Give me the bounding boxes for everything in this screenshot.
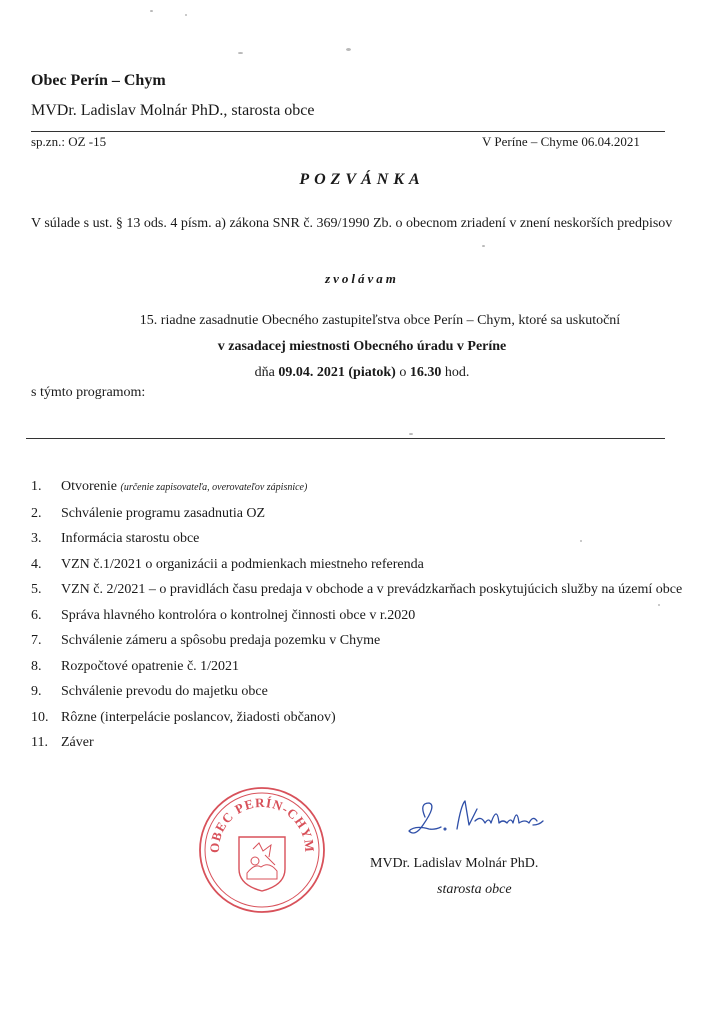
municipality-name: Obec Perín – Chym — [31, 72, 166, 89]
mayor-line: MVDr. Ladislav Molnár PhD., starosta obce — [31, 102, 315, 119]
meeting-line-1: 15. riadne zasadnutie Obecného zastupiteľstva obce Perín – Chym, ktoré sa uskutoční — [139, 313, 621, 328]
convene-word: zvolávam — [325, 271, 399, 286]
program-intro: s týmto programom: — [31, 385, 146, 400]
time-suffix: hod. — [441, 365, 470, 380]
program-rule — [26, 438, 665, 439]
agenda-item-note: (určenie zapisovateľa, overovateľov zápisnice) — [120, 482, 308, 493]
meeting-location: v zasadacej miestnosti Obecného úradu v Períne — [217, 339, 507, 354]
agenda-item: 8. Rozpočtové opatrenie č. 1/2021 — [31, 658, 240, 674]
agenda-item: 7. Schválenie zámeru a spôsobu predaja pozemku v Chyme — [31, 633, 381, 648]
agenda-item: 5. VZN č. 2/2021 – o pravidlách času predaja v obchode a v prevádzkarňach poskytujúcich služby na území obce — [31, 582, 683, 597]
time-prefix: o — [395, 365, 410, 380]
svg-text:OBEC PERÍN-CHYM — [207, 795, 318, 854]
date-prefix: dňa — [254, 365, 279, 380]
agenda-item: 11. Záver — [31, 735, 94, 750]
legal-basis-paragraph: V súlade s ust. § 13 ods. 4 písm. a) zákona SNR č. 369/1990 Zb. o obecnom zriadení v znení neskorších predpisov — [31, 216, 673, 231]
agenda-list — [31, 474, 691, 756]
signature-icon — [405, 795, 555, 845]
meeting-date: 09.04. 2021 (piatok) — [278, 365, 396, 380]
municipal-stamp — [197, 785, 327, 915]
agenda-item: 9. Schválenie prevodu do majetku obce — [31, 684, 268, 699]
signatory-role: starosta obce — [437, 882, 512, 897]
agenda-item: 3. Informácia starostu obce — [31, 531, 200, 546]
agenda-item: 6. Správa hlavného kontrolóra o kontrolnej činnosti obce v r.2020 — [31, 607, 416, 623]
place-date: V Períne – Chyme 06.04.2021 — [482, 134, 640, 149]
stamp-text: OBEC PERÍN-CHYM — [206, 794, 318, 854]
signatory-name: MVDr. Ladislav Molnár PhD. — [370, 856, 539, 871]
meeting-time: 16.30 — [409, 365, 442, 380]
agenda-item: 1. Otvorenie (určenie zapisovateľa, overovateľov zápisnice) — [31, 479, 308, 494]
agenda-item: 10. Rôzne (interpelácie poslancov, žiadosti občanov) — [31, 709, 336, 725]
reference-number: sp.zn.: OZ -15 — [31, 134, 107, 149]
document-title: POZVÁNKA — [299, 171, 425, 188]
agenda-item: 4. VZN č.1/2021 o organizácii a podmienkach miestneho referenda — [31, 556, 424, 572]
header-rule — [31, 131, 665, 132]
agenda-item: 2. Schválenie programu zasadnutia OZ — [31, 505, 266, 521]
meeting-datetime — [0, 365, 724, 381]
